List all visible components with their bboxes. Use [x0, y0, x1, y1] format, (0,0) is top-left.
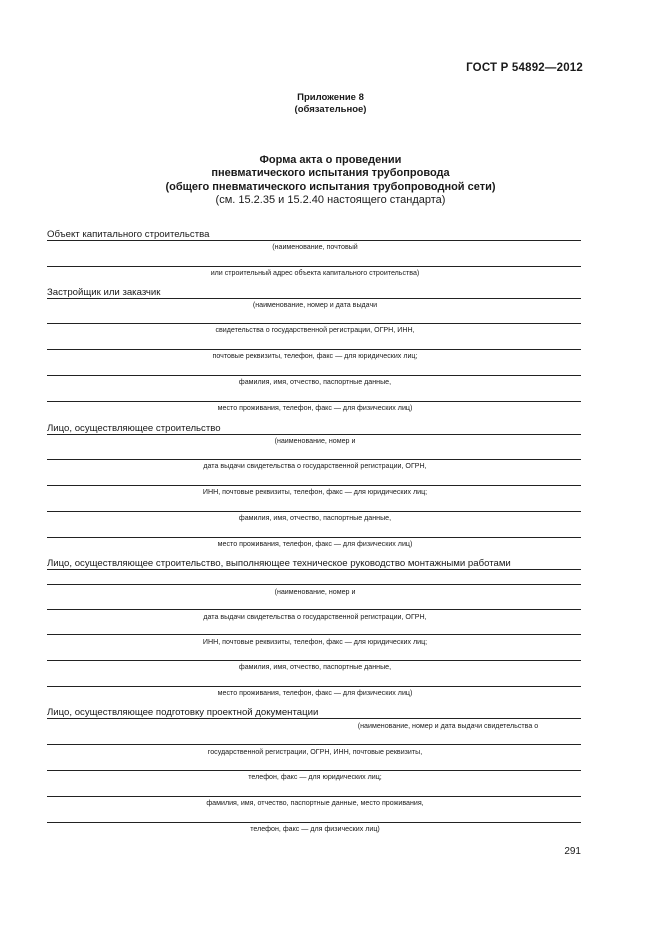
developer-field-line[interactable]: [47, 298, 581, 299]
form-title-line-1: Форма акта о проведении: [259, 154, 402, 166]
developer-caption-3: почтовые реквизиты, телефон, факс — для юридических лиц;: [212, 352, 418, 360]
tech-supervisor-field-line-3[interactable]: [47, 609, 581, 610]
tech-supervisor-field-line[interactable]: [47, 569, 581, 570]
builder-label: Лицо, осуществляющее строительство: [47, 423, 221, 434]
object-field-line[interactable]: [47, 240, 581, 241]
form-title: [0, 154, 661, 207]
developer-field-line-2[interactable]: [47, 323, 581, 324]
object-caption-2: или строительный адрес объекта капитального строительства): [210, 269, 420, 277]
designer-caption-3: телефон, факс — для юридических лиц;: [248, 773, 382, 781]
designer-caption-2: государственной регистрации, ОГРН, ИНН, почтовые реквизиты,: [207, 748, 423, 756]
builder-field-line-2[interactable]: [47, 459, 581, 460]
designer-field-line[interactable]: [47, 718, 581, 719]
designer-caption-5: телефон, факс — для физических лиц): [250, 825, 380, 833]
designer-field-line-2[interactable]: [47, 744, 581, 745]
builder-field-line[interactable]: [47, 434, 581, 435]
object-field-line-2[interactable]: [47, 266, 581, 267]
tech-supervisor-caption-5: место проживания, телефон, факс — для физических лиц): [217, 689, 413, 697]
builder-caption-2: дата выдачи свидетельства о государственной регистрации, ОГРН,: [203, 462, 427, 470]
tech-supervisor-caption-4: фамилия, имя, отчество, паспортные данные,: [238, 663, 392, 671]
developer-field-line-4[interactable]: [47, 375, 581, 376]
form-title-reference: (см. 15.2.35 и 15.2.40 настоящего стандарта): [215, 193, 446, 206]
tech-supervisor-caption-3: ИНН, почтовые реквизиты, телефон, факс — для юридических лиц;: [202, 638, 428, 646]
tech-supervisor-caption-1: (наименование, номер и: [274, 588, 356, 596]
developer-caption-5: место проживания, телефон, факс — для физических лиц): [217, 404, 413, 412]
designer-caption-4: фамилия, имя, отчество, паспортные данные, место проживания,: [206, 799, 424, 807]
developer-caption-4: фамилия, имя, отчество, паспортные данные,: [238, 378, 392, 386]
appendix-title: Приложение 8: [297, 92, 364, 103]
builder-field-line-5[interactable]: [47, 537, 581, 538]
builder-field-line-3[interactable]: [47, 485, 581, 486]
tech-supervisor-caption-2: дата выдачи свидетельства о государственной регистрации, ОГРН,: [203, 613, 427, 621]
form-title-line-3: (общего пневматического испытания трубопроводной сети): [165, 180, 496, 193]
developer-field-line-5[interactable]: [47, 401, 581, 402]
form-title-line-2: пневматического испытания трубопровода: [211, 167, 450, 180]
developer-label: Застройщик или заказчик: [47, 287, 161, 298]
page-number: 291: [564, 846, 581, 857]
designer-caption-1: (наименование, номер и дата выдачи свидетельства о: [357, 722, 539, 730]
designer-field-line-5[interactable]: [47, 822, 581, 823]
tech-supervisor-label: Лицо, осуществляющее строительство, выполняющее техническое руководство монтажными работами: [47, 558, 511, 569]
builder-caption-3: ИНН, почтовые реквизиты, телефон, факс — для юридических лиц;: [202, 488, 428, 496]
object-caption-1: (наименование, почтовый: [272, 243, 358, 251]
appendix-status: (обязательное): [294, 104, 367, 115]
document-number: ГОСТ Р 54892—2012: [466, 62, 583, 74]
object-label: Объект капитального строительства: [47, 229, 210, 240]
tech-supervisor-field-line-5[interactable]: [47, 660, 581, 661]
tech-supervisor-field-line-6[interactable]: [47, 686, 581, 687]
tech-supervisor-field-line-4[interactable]: [47, 634, 581, 635]
developer-field-line-3[interactable]: [47, 349, 581, 350]
developer-caption-2: свидетельства о государственной регистрации, ОГРН, ИНН,: [215, 326, 415, 334]
builder-caption-5: место проживания, телефон, факс — для физических лиц): [217, 540, 413, 548]
designer-label: Лицо, осуществляющее подготовку проектной документации: [47, 707, 319, 718]
builder-field-line-4[interactable]: [47, 511, 581, 512]
builder-caption-4: фамилия, имя, отчество, паспортные данные,: [238, 514, 392, 522]
designer-field-line-3[interactable]: [47, 770, 581, 771]
developer-caption-1: (наименование, номер и дата выдачи: [252, 301, 378, 309]
appendix-heading: [0, 92, 661, 116]
designer-field-line-4[interactable]: [47, 796, 581, 797]
builder-caption-1: (наименование, номер и: [274, 437, 356, 445]
tech-supervisor-field-line-2[interactable]: [47, 584, 581, 585]
